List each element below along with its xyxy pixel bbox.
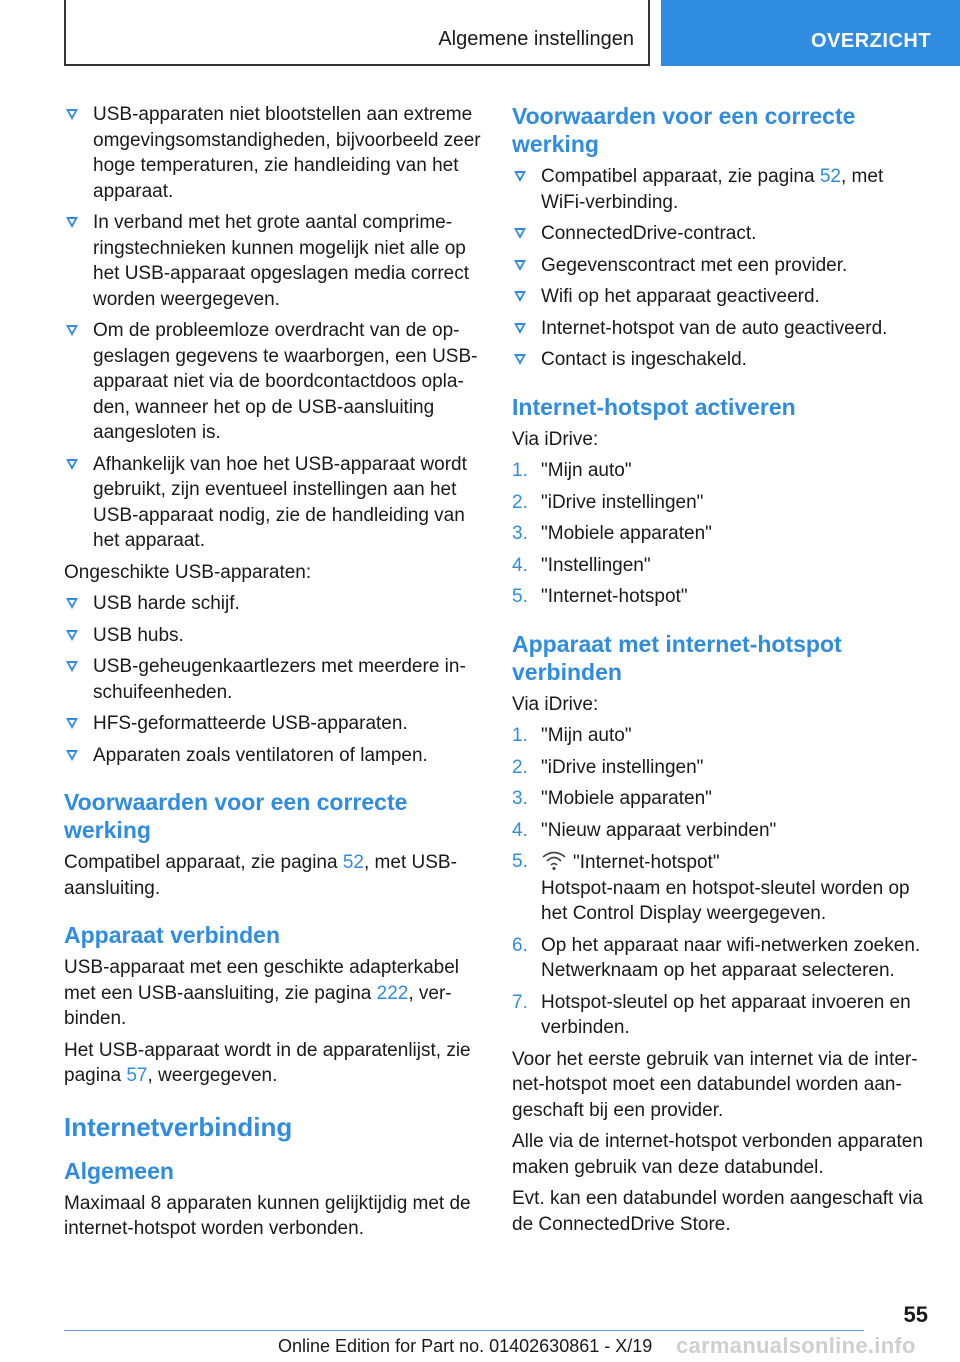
step-item: 1. "Mijn auto" <box>512 460 632 481</box>
footer-divider <box>64 1330 864 1331</box>
list-item: USB harde schijf. <box>64 591 484 617</box>
list-item: Om de probleemloze overdracht van de opgeslagen gegevens te waarborgen, een USB-apparaat niet via de boordcontactdoos opladen, wanneer het op de USB-aansluiting aangesloten is. <box>64 318 484 446</box>
step-item: 5. "Internet-hotspot" Hotspot-naam en hotspot-sleutel worden op het Control Display weergegeven. <box>512 851 910 924</box>
device-list-text: Het USB-apparaat wordt in de apparatenlijst, zie pagina 57, weergegeven. <box>64 1039 471 1086</box>
section-title: Algemene instellingen <box>438 28 634 50</box>
via-idrive: Via iDrive: <box>512 693 599 715</box>
step-item: 6. Op het apparaat naar wifi-netwerken zoeken. Netwerknaam op het apparaat selecteren. <box>512 934 921 981</box>
right-column <box>512 102 932 1243</box>
bullet-triangle-icon <box>514 228 526 239</box>
header-box <box>64 0 650 66</box>
step-item: 2. "iDrive instellingen" <box>512 491 704 513</box>
page-number: 55 <box>903 1302 928 1327</box>
step-item: 3. "Mobiele apparaten" <box>512 788 712 809</box>
heading-internet-connection: Internetverbinding <box>64 1111 293 1142</box>
heading-conditions: Voorwaarden voor een correcte werking <box>64 789 408 843</box>
step-item: 5. "Internet-hotspot" <box>512 586 688 607</box>
bullet-triangle-icon <box>66 750 78 761</box>
via-idrive: Via iDrive: <box>512 428 599 450</box>
step-item: 7. Hotspot-sleutel op het apparaat invoeren en verbinden. <box>512 991 911 1038</box>
step-item: 2. "iDrive instellingen" <box>512 756 704 778</box>
list-item: Gegevenscontract met een provider. <box>512 253 932 279</box>
paragraph: Alle via de internet-hotspot verbonden apparaten maken gebruik van deze databundel. <box>512 1131 923 1178</box>
bullet-triangle-icon <box>66 661 78 672</box>
list-item: USB-geheugenkaartlezers met meerdere inschuifeenheden. <box>64 654 484 705</box>
bullet-triangle-icon <box>66 598 78 609</box>
page-link[interactable]: 52 <box>819 166 841 187</box>
list-item: Wifi op het apparaat geactiveerd. <box>512 284 932 310</box>
paragraph: Evt. kan een databundel worden aangeschaft via de ConnectedDrive Store. <box>512 1188 923 1235</box>
list-item: Afhankelijk van hoe het USB-apparaat wordt gebruikt, zijn eventueel instellingen aan het USB-apparaat nodig, zie de handleiding van het apparaat. <box>64 452 484 554</box>
edition-text: Online Edition for Part no. 01402630861 - X/19 <box>278 1336 653 1356</box>
page-link[interactable]: 222 <box>376 982 409 1004</box>
step-item: 4. "Instellingen" <box>512 554 651 576</box>
heading-activate-hotspot: Internet-hotspot activeren <box>512 393 796 420</box>
step-item: 4. "Nieuw apparaat verbinden" <box>512 819 777 841</box>
list-item: In verband met het grote aantal comprimeringstechnieken kunnen mogelijk niet alle op het USB-apparaat opgeslagen media correct worden weergegeven. <box>64 210 484 312</box>
list-item: HFS-geformatteerde USB-apparaten. <box>64 711 484 737</box>
bullet-triangle-icon <box>66 109 78 120</box>
bullet-triangle-icon <box>66 630 78 641</box>
unsuitable-intro: Ongeschikte USB-apparaten: <box>64 561 312 583</box>
bullet-triangle-icon <box>514 354 526 365</box>
general-text: Maximaal 8 apparaten kunnen gelijktijdig met de internet-hotspot worden verbonden. <box>64 1192 471 1239</box>
step-item: 1. "Mijn auto" <box>512 725 632 746</box>
left-column <box>64 102 484 1248</box>
wifi-icon <box>541 849 567 871</box>
list-item: USB-apparaten niet blootstellen aan extreme omgevingsomstandigheden, bijvoorbeeld zeer hoge temperaturen, zie handleiding van het apparaat. <box>64 102 484 204</box>
page-link[interactable]: 52 <box>342 852 364 873</box>
bullet-triangle-icon <box>66 325 78 336</box>
list-item: Internet-hotspot van de auto geactiveerd. <box>512 316 932 342</box>
heading-connect-hotspot: Apparaat met internet-hotspot verbinden <box>512 630 842 685</box>
heading-general: Algemeen <box>64 1157 174 1184</box>
bullet-triangle-icon <box>514 291 526 302</box>
list-item: Compatibel apparaat, zie pagina 52, met WiFi-verbinding. <box>512 164 932 215</box>
page-link[interactable]: 57 <box>126 1065 148 1086</box>
list-item: Apparaten zoals ventilatoren of lampen. <box>64 743 484 769</box>
heading-conditions-hotspot: Voorwaarden voor een correcte werking <box>512 103 856 157</box>
bullet-triangle-icon <box>514 171 526 182</box>
overview-tab[interactable]: OVERZICHT <box>661 0 960 66</box>
bullet-triangle-icon <box>66 217 78 228</box>
connect-text: USB-apparaat met een geschikte adapterkabel met een USB-aansluiting, zie pagina 222, verbinden. <box>64 957 460 1029</box>
heading-connect-device: Apparaat verbinden <box>64 922 280 948</box>
bullet-triangle-icon <box>66 459 78 470</box>
bullet-triangle-icon <box>514 323 526 334</box>
list-item: USB hubs. <box>64 623 484 649</box>
step-item: 3. "Mobiele apparaten" <box>512 523 712 544</box>
bullet-triangle-icon <box>514 260 526 271</box>
bullet-triangle-icon <box>66 718 78 729</box>
watermark: carmanualsonline.info <box>676 1333 916 1358</box>
list-item: ConnectedDrive-contract. <box>512 221 932 247</box>
list-item: Contact is ingeschakeld. <box>512 347 932 373</box>
conditions-text: Compatibel apparaat, zie pagina 52, met USB-aansluiting. <box>64 852 457 899</box>
paragraph: Voor het eerste gebruik van internet via de internet-hotspot moet een databundel worden aangeschaft bij een provider. <box>512 1048 918 1121</box>
